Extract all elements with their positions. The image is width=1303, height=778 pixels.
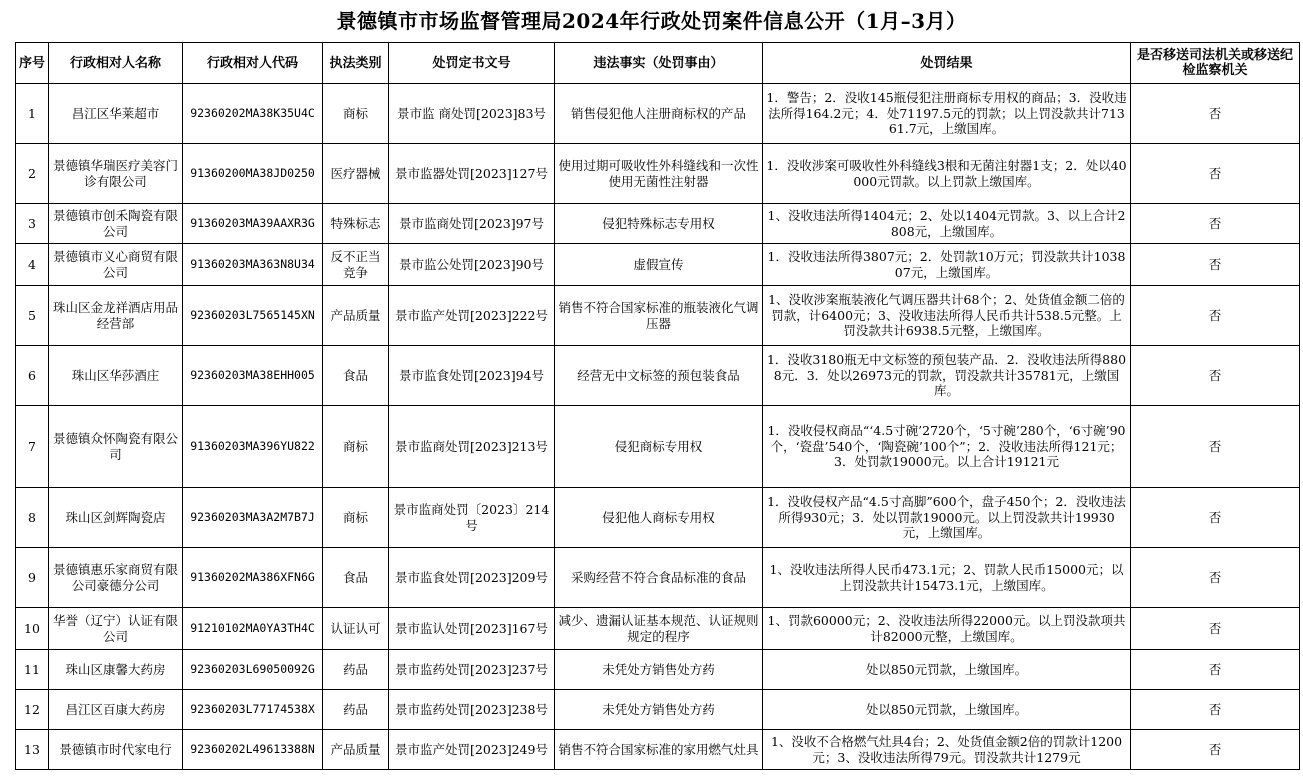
cell-fact: 侵犯商标专用权 xyxy=(555,406,763,488)
cell-name: 景德镇华瑞医疗美容门诊有限公司 xyxy=(49,144,183,204)
cell-doc: 景市监 商处罚[2023]83号 xyxy=(389,84,555,144)
cell-doc: 景市监认处罚[2023]167号 xyxy=(389,608,555,650)
table-row xyxy=(16,406,1300,488)
cell-fact: 销售侵犯他人注册商标权的产品 xyxy=(555,84,763,144)
cell-category: 食品 xyxy=(323,346,389,406)
cell-code: 91360200MA38JD0250 xyxy=(183,144,323,204)
cell-seq: 2 xyxy=(16,144,49,204)
cell-category: 食品 xyxy=(323,548,389,608)
cell-seq: 11 xyxy=(16,650,49,690)
cell-doc: 景市监商处罚[2023]97号 xyxy=(389,204,555,244)
cell-transfer: 否 xyxy=(1131,608,1300,650)
cell-doc: 景市监器处罚[2023]127号 xyxy=(389,144,555,204)
cell-fact: 未凭处方销售处方药 xyxy=(555,650,763,690)
cell-seq: 13 xyxy=(16,730,49,770)
header-result: 处罚结果 xyxy=(763,43,1131,84)
header-transfer: 是否移送司法机关或移送纪检监察机关 xyxy=(1131,43,1300,84)
cell-code: 91210102MA0YA3TH4C xyxy=(183,608,323,650)
cell-name: 景德镇众怀陶瓷有限公司 xyxy=(49,406,183,488)
cell-result: 1、没收违法所得1404元；2、处以1404元罚款。3、以上合计2808元，上缴国库。 xyxy=(763,204,1131,244)
cell-doc: 景市监产处罚[2023]222号 xyxy=(389,286,555,346)
cell-name: 景德镇市义心商贸有限公司 xyxy=(49,244,183,286)
cell-result: 1、罚款60000元；2、没收违法所得22000元。以上罚没款项共计82000元整，上缴国库。 xyxy=(763,608,1131,650)
cell-category: 反不正当竞争 xyxy=(323,244,389,286)
cell-result: 1、没收违法所得人民币473.1元；2、罚款人民币15000元；以上罚没款共计15473.1元，上缴国库。 xyxy=(763,548,1131,608)
table-header-row xyxy=(16,43,1300,84)
cell-fact: 经营无中文标签的预包装食品 xyxy=(555,346,763,406)
cell-seq: 10 xyxy=(16,608,49,650)
table-row xyxy=(16,286,1300,346)
cell-code: 91360203MA396YU822 xyxy=(183,406,323,488)
cell-result: 1．警告；2．没收145瓶侵犯注册商标专用权的商品；3．没收违法所得164.2元；4．处71197.5元的罚款；以上罚没款共计71361.7元，上缴国库。 xyxy=(763,84,1131,144)
cell-result: 1、没收涉案瓶装液化气调压器共计68个；2、处货值金额二倍的罚款，计6400元；3、没收违法所得人民币共计538.5元整。上罚没款共计6938.5元整，上缴国库。 xyxy=(763,286,1131,346)
cell-category: 产品质量 xyxy=(323,730,389,770)
table-row xyxy=(16,204,1300,244)
cell-doc: 景市监商处罚[2023]213号 xyxy=(389,406,555,488)
table-row xyxy=(16,548,1300,608)
cell-name: 珠山区康馨大药房 xyxy=(49,650,183,690)
cell-doc: 景市监药处罚[2023]237号 xyxy=(389,650,555,690)
table-row xyxy=(16,244,1300,286)
cell-transfer: 否 xyxy=(1131,548,1300,608)
cell-seq: 6 xyxy=(16,346,49,406)
header-code: 行政相对人代码 xyxy=(183,43,323,84)
cell-result: 1．没收违法所得3807元；2．处罚款10万元；罚没款共计103807元，上缴国库。 xyxy=(763,244,1131,286)
cell-name: 珠山区华莎酒庄 xyxy=(49,346,183,406)
cell-name: 景德镇市创禾陶瓷有限公司 xyxy=(49,204,183,244)
cell-doc: 景市监产处罚[2023]249号 xyxy=(389,730,555,770)
cell-result: 1．没收侵权产品“4.5寸高脚”600个，盘子450个；2．没收违法所得930元；3．处以罚款19000元。以上罚没款共计19930元，上缴国库。 xyxy=(763,488,1131,548)
cell-category: 药品 xyxy=(323,650,389,690)
cell-category: 产品质量 xyxy=(323,286,389,346)
cell-category: 商标 xyxy=(323,84,389,144)
page-title: 景德镇市市场监督管理局2024年行政处罚案件信息公开（1月–3月） xyxy=(336,9,967,33)
cell-code: 92360203L69050092G xyxy=(183,650,323,690)
cell-seq: 12 xyxy=(16,690,49,730)
cell-result: 1．没收涉案可吸收性外科缝线3根和无菌注射器1支；2．处以40000元罚款。以上罚款上缴国库。 xyxy=(763,144,1131,204)
cell-code: 92360203L77174538X xyxy=(183,690,323,730)
cell-doc: 景市监食处罚[2023]94号 xyxy=(389,346,555,406)
cell-category: 医疗器械 xyxy=(323,144,389,204)
cell-code: 91360202MA386XFN6G xyxy=(183,548,323,608)
cell-doc: 景市监商处罚〔2023〕214号 xyxy=(389,488,555,548)
cell-fact: 虚假宣传 xyxy=(555,244,763,286)
cell-fact: 使用过期可吸收性外科缝线和一次性使用无菌性注射器 xyxy=(555,144,763,204)
cell-fact: 销售不符合国家标准的瓶装液化气调压器 xyxy=(555,286,763,346)
cell-doc: 景市监食处罚[2023]209号 xyxy=(389,548,555,608)
cell-transfer: 否 xyxy=(1131,488,1300,548)
cell-result: 1、没收不合格燃气灶具4台；2、处货值金额2倍的罚款计1200元；3、没收违法所得79元。罚没款共计1279元 xyxy=(763,730,1131,770)
cell-transfer: 否 xyxy=(1131,144,1300,204)
cell-fact: 侵犯他人商标专用权 xyxy=(555,488,763,548)
cell-name: 珠山区剑辉陶瓷店 xyxy=(49,488,183,548)
cell-doc: 景市监公处罚[2023]90号 xyxy=(389,244,555,286)
cell-fact: 侵犯特殊标志专用权 xyxy=(555,204,763,244)
table-row xyxy=(16,488,1300,548)
table-row xyxy=(16,730,1300,770)
header-fact: 违法事实（处罚事由） xyxy=(555,43,763,84)
cell-transfer: 否 xyxy=(1131,204,1300,244)
cell-transfer: 否 xyxy=(1131,286,1300,346)
cell-name: 昌江区华莱超市 xyxy=(49,84,183,144)
cell-category: 特殊标志 xyxy=(323,204,389,244)
cell-code: 91360203MA39AAXR3G xyxy=(183,204,323,244)
cell-seq: 4 xyxy=(16,244,49,286)
cell-name: 华誉（辽宁）认证有限公司 xyxy=(49,608,183,650)
cell-name: 景德镇惠乐家商贸有限公司豪德分公司 xyxy=(49,548,183,608)
cell-result: 处以850元罚款，上缴国库。 xyxy=(763,650,1131,690)
cell-transfer: 否 xyxy=(1131,730,1300,770)
cell-code: 91360203MA363N8U34 xyxy=(183,244,323,286)
table-row xyxy=(16,84,1300,144)
cell-result: 1．没收侵权商品“‘4.5寸碗’2720个，‘5寸碗’280个，‘6寸碗’90个，‘瓷盘’540个，‘陶瓷碗’100个”；2．没收违法所得121元；3．处罚款19000元。以上合计19121元 xyxy=(763,406,1131,488)
table-row xyxy=(16,346,1300,406)
cell-category: 认证认可 xyxy=(323,608,389,650)
cell-seq: 3 xyxy=(16,204,49,244)
cell-result: 1．没收3180瓶无中文标签的预包装产品．2．没收违法所得8808元．3．处以26973元的罚款，罚没款共计35781元，上缴国库。 xyxy=(763,346,1131,406)
cell-code: 92360202L49613388N xyxy=(183,730,323,770)
cell-category: 商标 xyxy=(323,406,389,488)
cell-fact: 未凭处方销售处方药 xyxy=(555,690,763,730)
cell-fact: 减少、遗漏认证基本规范、认证规则规定的程序 xyxy=(555,608,763,650)
cell-name: 昌江区百康大药房 xyxy=(49,690,183,730)
header-category: 执法类别 xyxy=(323,43,389,84)
cell-result: 处以850元罚款，上缴国库。 xyxy=(763,690,1131,730)
cell-seq: 7 xyxy=(16,406,49,488)
cell-name: 珠山区金龙祥酒店用品经营部 xyxy=(49,286,183,346)
cell-code: 92360203MA3A2M7B7J xyxy=(183,488,323,548)
cell-code: 92360203MA38EHH005 xyxy=(183,346,323,406)
cell-transfer: 否 xyxy=(1131,690,1300,730)
cell-fact: 采购经营不符合食品标准的食品 xyxy=(555,548,763,608)
cell-transfer: 否 xyxy=(1131,346,1300,406)
cell-transfer: 否 xyxy=(1131,84,1300,144)
table-row xyxy=(16,608,1300,650)
cell-category: 商标 xyxy=(323,488,389,548)
table-row xyxy=(16,690,1300,730)
header-name: 行政相对人名称 xyxy=(49,43,183,84)
header-seq: 序号 xyxy=(16,43,49,84)
cell-code: 92360203L7565145XN xyxy=(183,286,323,346)
cell-name: 景德镇市时代家电行 xyxy=(49,730,183,770)
cell-fact: 销售不符合国家标准的家用燃气灶具 xyxy=(555,730,763,770)
table-row xyxy=(16,650,1300,690)
cell-code: 92360202MA38K35U4C xyxy=(183,84,323,144)
cell-category: 药品 xyxy=(323,690,389,730)
cell-doc: 景市监药处罚[2023]238号 xyxy=(389,690,555,730)
cell-transfer: 否 xyxy=(1131,244,1300,286)
cell-seq: 1 xyxy=(16,84,49,144)
header-doc: 处罚定书文号 xyxy=(389,43,555,84)
cell-seq: 8 xyxy=(16,488,49,548)
cell-seq: 9 xyxy=(16,548,49,608)
table-row xyxy=(16,144,1300,204)
penalty-table xyxy=(15,42,1300,770)
cell-transfer: 否 xyxy=(1131,406,1300,488)
cell-transfer: 否 xyxy=(1131,650,1300,690)
cell-seq: 5 xyxy=(16,286,49,346)
